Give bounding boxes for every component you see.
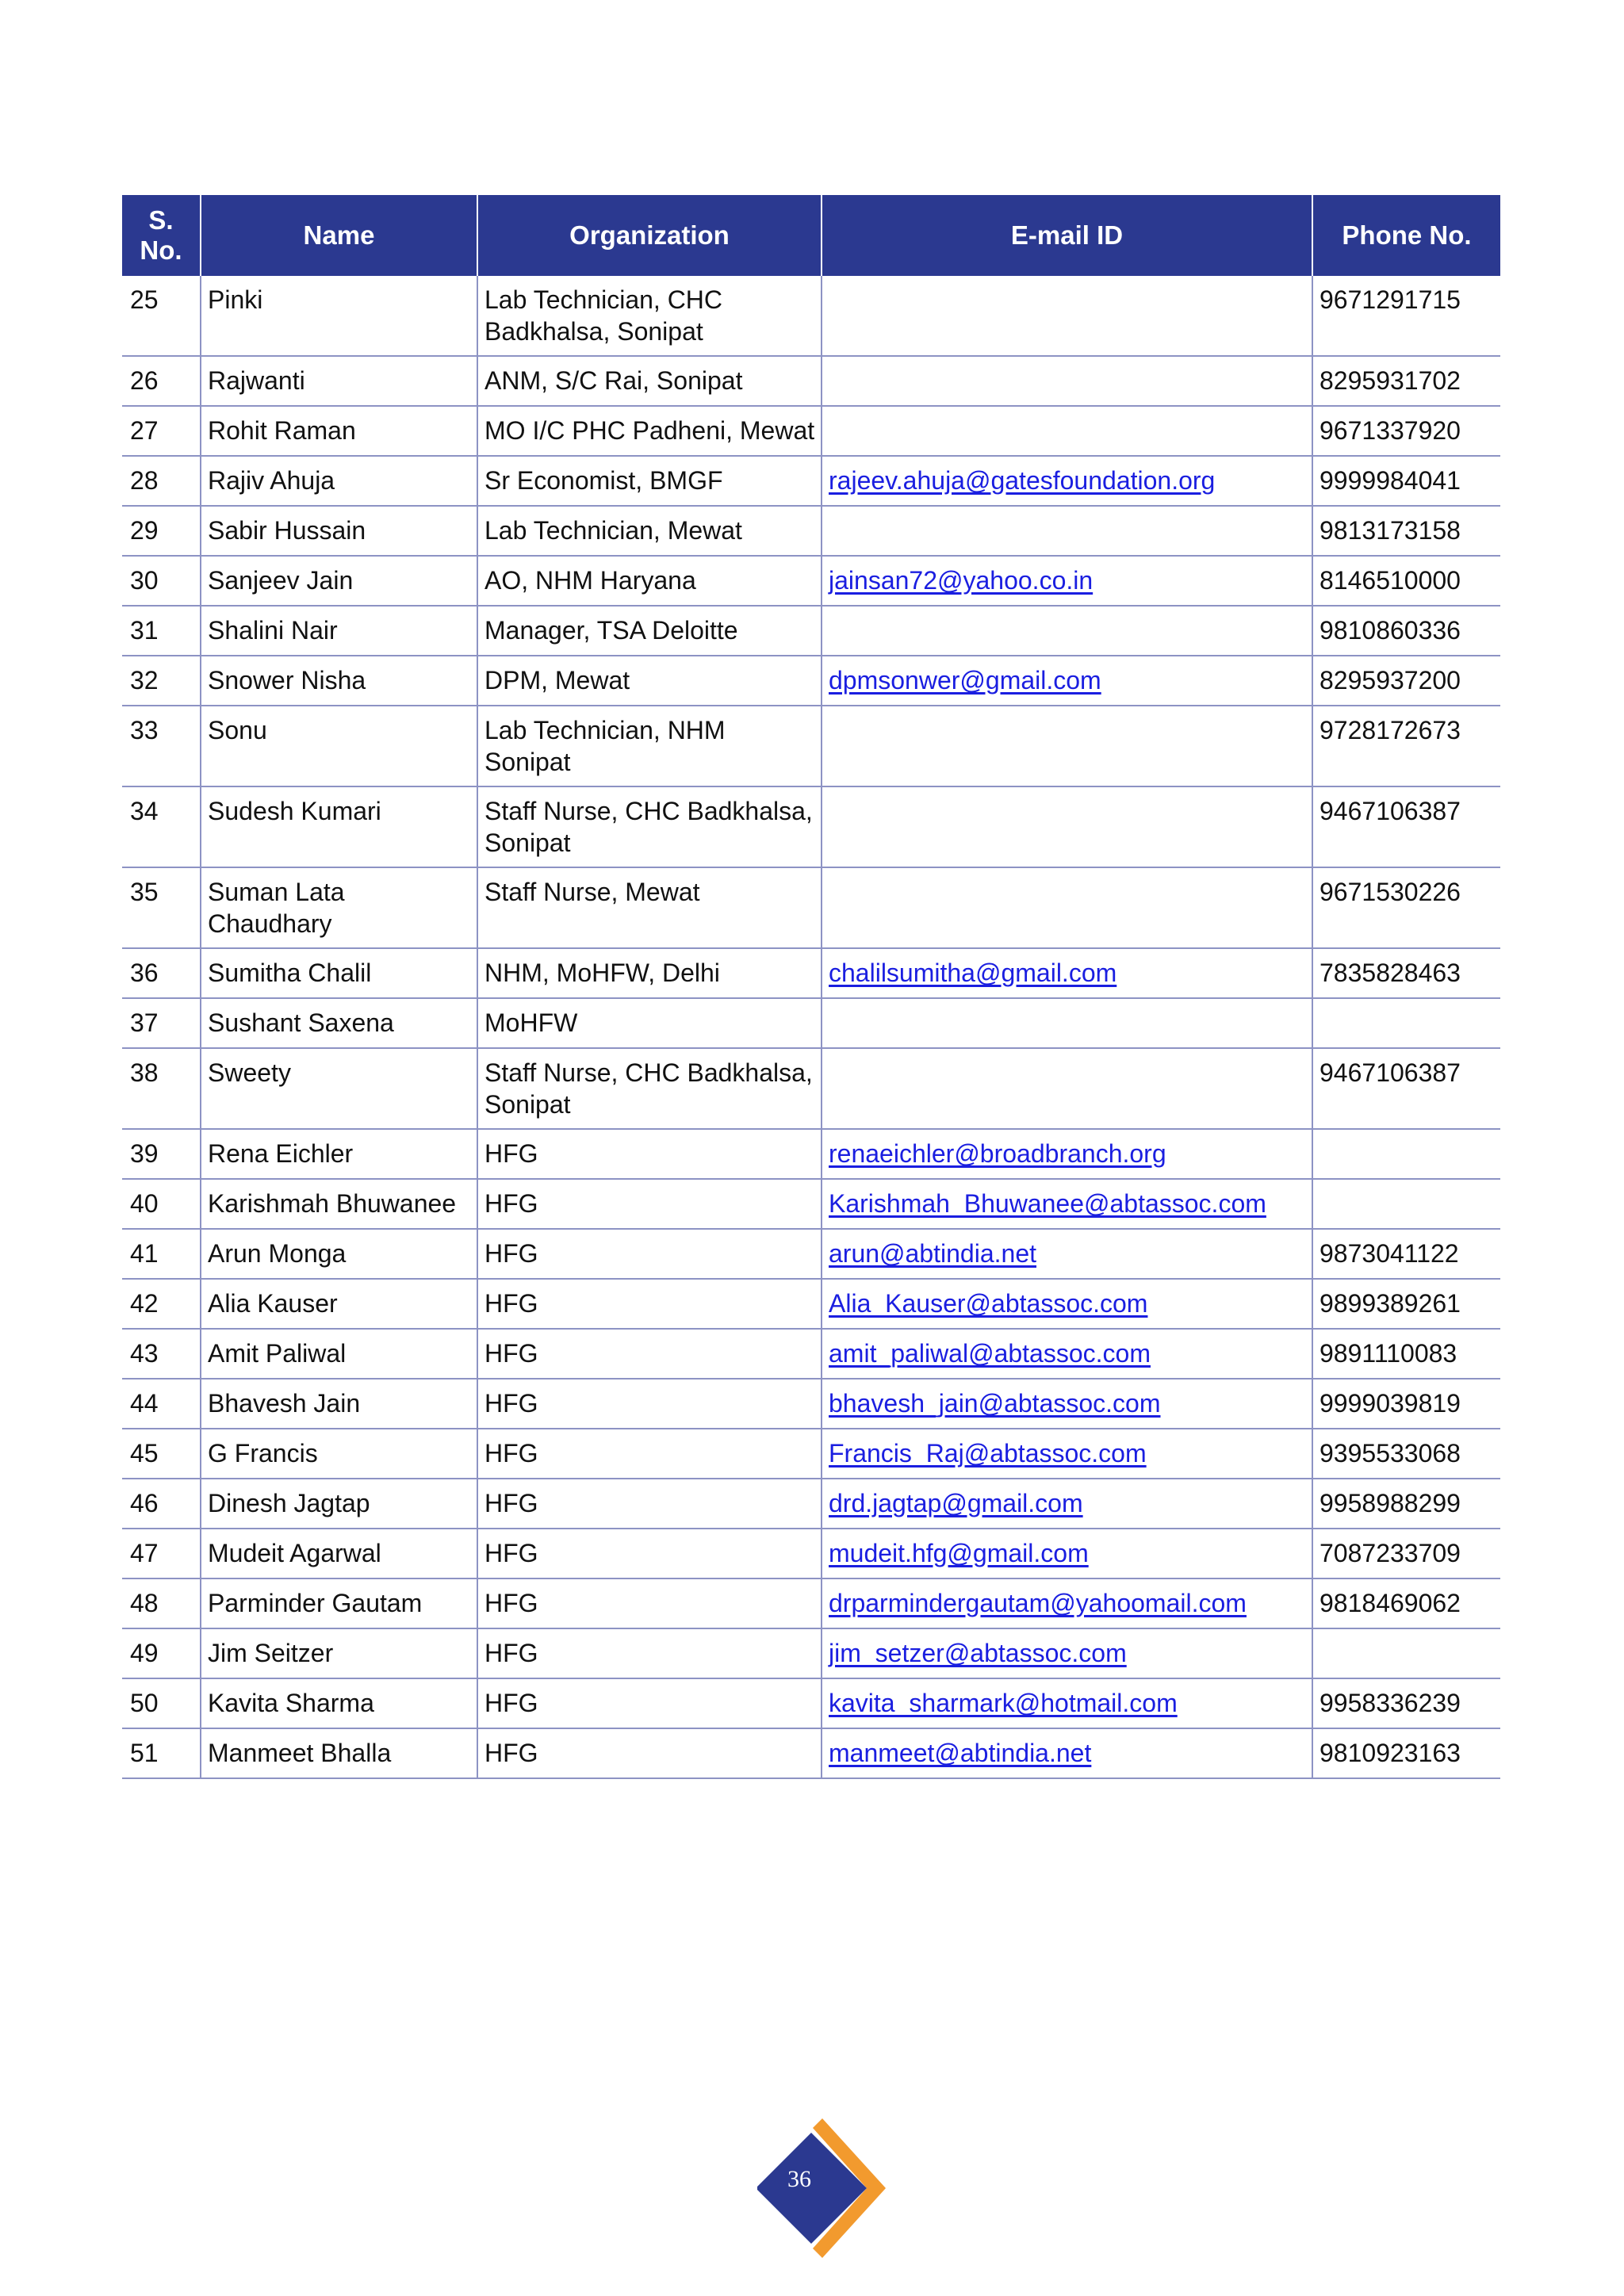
cell-sno: 42 xyxy=(122,1279,201,1329)
header-sno: S. No. xyxy=(122,195,201,276)
email-link[interactable]: manmeet@abtindia.net xyxy=(829,1739,1092,1767)
table-row xyxy=(122,1728,1500,1778)
cell-email xyxy=(822,948,1312,998)
cell-phone: 9467106387 xyxy=(1312,786,1500,867)
cell-name: Shalini Nair xyxy=(201,606,477,656)
cell-name: Manmeet Bhalla xyxy=(201,1728,477,1778)
cell-phone: 9810923163 xyxy=(1312,1728,1500,1778)
cell-sno: 26 xyxy=(122,356,201,406)
cell-phone xyxy=(1312,1179,1500,1229)
cell-phone: 9395533068 xyxy=(1312,1429,1500,1479)
cell-organization: HFG xyxy=(477,1329,822,1379)
cell-name: Rajwanti xyxy=(201,356,477,406)
cell-phone xyxy=(1312,1129,1500,1179)
cell-phone: 9813173158 xyxy=(1312,506,1500,556)
cell-name: Sumitha Chalil xyxy=(201,948,477,998)
cell-phone xyxy=(1312,1628,1500,1678)
email-link[interactable]: Alia_Kauser@abtassoc.com xyxy=(829,1289,1148,1318)
email-link[interactable]: dpmsonwer@gmail.com xyxy=(829,666,1101,695)
cell-phone: 9728172673 xyxy=(1312,706,1500,786)
cell-name: Rajiv Ahuja xyxy=(201,456,477,506)
cell-organization: HFG xyxy=(477,1379,822,1429)
table-row xyxy=(122,606,1500,656)
cell-email xyxy=(822,1048,1312,1129)
cell-phone: 9818469062 xyxy=(1312,1578,1500,1628)
cell-email xyxy=(822,786,1312,867)
table-row xyxy=(122,948,1500,998)
email-link[interactable]: jim_setzer@abtassoc.com xyxy=(829,1639,1127,1667)
cell-organization: Staff Nurse, CHC Badkhalsa, Sonipat xyxy=(477,786,822,867)
cell-name: G Francis xyxy=(201,1429,477,1479)
cell-phone: 9891110083 xyxy=(1312,1329,1500,1379)
cell-name: Sushant Saxena xyxy=(201,998,477,1048)
cell-sno: 45 xyxy=(122,1429,201,1479)
email-link[interactable]: arun@abtindia.net xyxy=(829,1239,1036,1268)
cell-sno: 40 xyxy=(122,1179,201,1229)
email-link[interactable]: kavita_sharmark@hotmail.com xyxy=(829,1689,1178,1717)
cell-sno: 27 xyxy=(122,406,201,456)
cell-phone: 8295931702 xyxy=(1312,356,1500,406)
cell-name: Rena Eichler xyxy=(201,1129,477,1179)
cell-name: Snower Nisha xyxy=(201,656,477,706)
cell-phone: 9873041122 xyxy=(1312,1229,1500,1279)
cell-phone: 9999984041 xyxy=(1312,456,1500,506)
cell-organization: HFG xyxy=(477,1279,822,1329)
email-link[interactable]: mudeit.hfg@gmail.com xyxy=(829,1539,1089,1567)
cell-email xyxy=(822,1429,1312,1479)
cell-email xyxy=(822,1279,1312,1329)
table-row xyxy=(122,1179,1500,1229)
cell-organization: Manager, TSA Deloitte xyxy=(477,606,822,656)
cell-sno: 50 xyxy=(122,1678,201,1728)
cell-phone: 9899389261 xyxy=(1312,1279,1500,1329)
cell-organization: Lab Technician, NHM Sonipat xyxy=(477,706,822,786)
table-row xyxy=(122,276,1500,356)
cell-name: Kavita Sharma xyxy=(201,1678,477,1728)
email-link[interactable]: Francis_Raj@abtassoc.com xyxy=(829,1439,1147,1468)
cell-email xyxy=(822,998,1312,1048)
header-name: Name xyxy=(201,195,477,276)
cell-email xyxy=(822,1728,1312,1778)
cell-name: Bhavesh Jain xyxy=(201,1379,477,1429)
table-row xyxy=(122,656,1500,706)
table-row xyxy=(122,1379,1500,1429)
cell-sno: 28 xyxy=(122,456,201,506)
cell-sno: 48 xyxy=(122,1578,201,1628)
cell-sno: 33 xyxy=(122,706,201,786)
cell-phone: 9671337920 xyxy=(1312,406,1500,456)
cell-phone: 9999039819 xyxy=(1312,1379,1500,1429)
header-email: E-mail ID xyxy=(822,195,1312,276)
cell-organization: Lab Technician, Mewat xyxy=(477,506,822,556)
cell-sno: 29 xyxy=(122,506,201,556)
cell-organization: HFG xyxy=(477,1728,822,1778)
cell-phone: 7835828463 xyxy=(1312,948,1500,998)
cell-name: Sweety xyxy=(201,1048,477,1129)
cell-organization: Lab Technician, CHC Badkhalsa, Sonipat xyxy=(477,276,822,356)
cell-sno: 44 xyxy=(122,1379,201,1429)
email-link[interactable]: bhavesh_jain@abtassoc.com xyxy=(829,1389,1161,1418)
cell-sno: 36 xyxy=(122,948,201,998)
cell-name: Sonu xyxy=(201,706,477,786)
cell-email xyxy=(822,276,1312,356)
header-organization: Organization xyxy=(477,195,822,276)
table-body xyxy=(122,276,1500,1778)
cell-email xyxy=(822,706,1312,786)
table-row xyxy=(122,1578,1500,1628)
cell-name: Karishmah Bhuwanee xyxy=(201,1179,477,1229)
table-row xyxy=(122,506,1500,556)
email-link[interactable]: jainsan72@yahoo.co.in xyxy=(829,566,1094,595)
cell-organization: HFG xyxy=(477,1678,822,1728)
cell-organization: DPM, Mewat xyxy=(477,656,822,706)
cell-email xyxy=(822,1578,1312,1628)
table-header-row xyxy=(122,195,1500,276)
email-link[interactable]: renaeichler@broadbranch.org xyxy=(829,1139,1166,1168)
cell-email xyxy=(822,356,1312,406)
cell-email xyxy=(822,606,1312,656)
cell-phone: 9671530226 xyxy=(1312,867,1500,948)
cell-name: Parminder Gautam xyxy=(201,1578,477,1628)
cell-sno: 41 xyxy=(122,1229,201,1279)
cell-phone: 8295937200 xyxy=(1312,656,1500,706)
cell-email xyxy=(822,1479,1312,1529)
cell-organization: MoHFW xyxy=(477,998,822,1048)
cell-sno: 31 xyxy=(122,606,201,656)
cell-organization: HFG xyxy=(477,1179,822,1229)
table-row xyxy=(122,786,1500,867)
cell-sno: 46 xyxy=(122,1479,201,1529)
cell-organization: NHM, MoHFW, Delhi xyxy=(477,948,822,998)
table-row xyxy=(122,406,1500,456)
cell-sno: 32 xyxy=(122,656,201,706)
cell-name: Sudesh Kumari xyxy=(201,786,477,867)
cell-name: Alia Kauser xyxy=(201,1279,477,1329)
cell-organization: HFG xyxy=(477,1628,822,1678)
cell-organization: HFG xyxy=(477,1229,822,1279)
cell-name: Arun Monga xyxy=(201,1229,477,1279)
page-number: 36 xyxy=(787,2166,811,2192)
table-row xyxy=(122,456,1500,506)
table-row xyxy=(122,1678,1500,1728)
cell-sno: 47 xyxy=(122,1529,201,1578)
email-link[interactable]: drd.jagtap@gmail.com xyxy=(829,1489,1083,1517)
cell-sno: 43 xyxy=(122,1329,201,1379)
cell-sno: 38 xyxy=(122,1048,201,1129)
contacts-table xyxy=(122,195,1500,1779)
table-row xyxy=(122,1279,1500,1329)
cell-organization: Staff Nurse, Mewat xyxy=(477,867,822,948)
cell-organization: HFG xyxy=(477,1429,822,1479)
cell-phone: 9810860336 xyxy=(1312,606,1500,656)
cell-organization: AO, NHM Haryana xyxy=(477,556,822,606)
cell-organization: Staff Nurse, CHC Badkhalsa, Sonipat xyxy=(477,1048,822,1129)
cell-name: Dinesh Jagtap xyxy=(201,1479,477,1529)
cell-email xyxy=(822,656,1312,706)
email-link[interactable]: drparmindergautam@yahoomail.com xyxy=(829,1589,1247,1617)
cell-sno: 25 xyxy=(122,276,201,356)
cell-sno: 35 xyxy=(122,867,201,948)
header-phone: Phone No. xyxy=(1312,195,1500,276)
cell-sno: 37 xyxy=(122,998,201,1048)
cell-email xyxy=(822,1129,1312,1179)
cell-sno: 51 xyxy=(122,1728,201,1778)
cell-phone: 9671291715 xyxy=(1312,276,1500,356)
table-row xyxy=(122,1429,1500,1479)
cell-email xyxy=(822,456,1312,506)
table-row xyxy=(122,867,1500,948)
cell-name: Sanjeev Jain xyxy=(201,556,477,606)
cell-email xyxy=(822,406,1312,456)
cell-email xyxy=(822,1329,1312,1379)
email-link[interactable]: Karishmah_Bhuwanee@abtassoc.com xyxy=(829,1189,1266,1218)
table-row xyxy=(122,1628,1500,1678)
cell-sno: 39 xyxy=(122,1129,201,1179)
cell-organization: HFG xyxy=(477,1578,822,1628)
email-link[interactable]: rajeev.ahuja@gatesfoundation.org xyxy=(829,466,1216,495)
table-row xyxy=(122,1329,1500,1379)
cell-name: Amit Paliwal xyxy=(201,1329,477,1379)
table-row xyxy=(122,998,1500,1048)
table-row xyxy=(122,556,1500,606)
cell-organization: Sr Economist, BMGF xyxy=(477,456,822,506)
cell-phone xyxy=(1312,998,1500,1048)
table-row xyxy=(122,706,1500,786)
email-link[interactable]: amit_paliwal@abtassoc.com xyxy=(829,1339,1151,1368)
cell-organization: HFG xyxy=(477,1129,822,1179)
cell-email xyxy=(822,1379,1312,1429)
cell-email xyxy=(822,867,1312,948)
table-row xyxy=(122,1129,1500,1179)
cell-organization: HFG xyxy=(477,1529,822,1578)
cell-name: Jim Seitzer xyxy=(201,1628,477,1678)
cell-phone: 9467106387 xyxy=(1312,1048,1500,1129)
cell-organization: ANM, S/C Rai, Sonipat xyxy=(477,356,822,406)
cell-email xyxy=(822,1628,1312,1678)
cell-phone: 7087233709 xyxy=(1312,1529,1500,1578)
table-row xyxy=(122,1529,1500,1578)
cell-name: Mudeit Agarwal xyxy=(201,1529,477,1578)
cell-phone: 8146510000 xyxy=(1312,556,1500,606)
table-row xyxy=(122,1048,1500,1129)
cell-email xyxy=(822,1678,1312,1728)
cell-sno: 49 xyxy=(122,1628,201,1678)
cell-email xyxy=(822,1179,1312,1229)
table-row xyxy=(122,356,1500,406)
table-row xyxy=(122,1229,1500,1279)
cell-name: Pinki xyxy=(201,276,477,356)
cell-email xyxy=(822,506,1312,556)
cell-sno: 34 xyxy=(122,786,201,867)
cell-organization: HFG xyxy=(477,1479,822,1529)
cell-email xyxy=(822,1529,1312,1578)
table-row xyxy=(122,1479,1500,1529)
cell-email xyxy=(822,1229,1312,1279)
cell-name: Suman Lata Chaudhary xyxy=(201,867,477,948)
cell-organization: MO I/C PHC Padheni, Mewat xyxy=(477,406,822,456)
cell-sno: 30 xyxy=(122,556,201,606)
cell-phone: 9958988299 xyxy=(1312,1479,1500,1529)
cell-name: Sabir Hussain xyxy=(201,506,477,556)
email-link[interactable]: chalilsumitha@gmail.com xyxy=(829,959,1117,987)
cell-email xyxy=(822,556,1312,606)
cell-phone: 9958336239 xyxy=(1312,1678,1500,1728)
cell-name: Rohit Raman xyxy=(201,406,477,456)
